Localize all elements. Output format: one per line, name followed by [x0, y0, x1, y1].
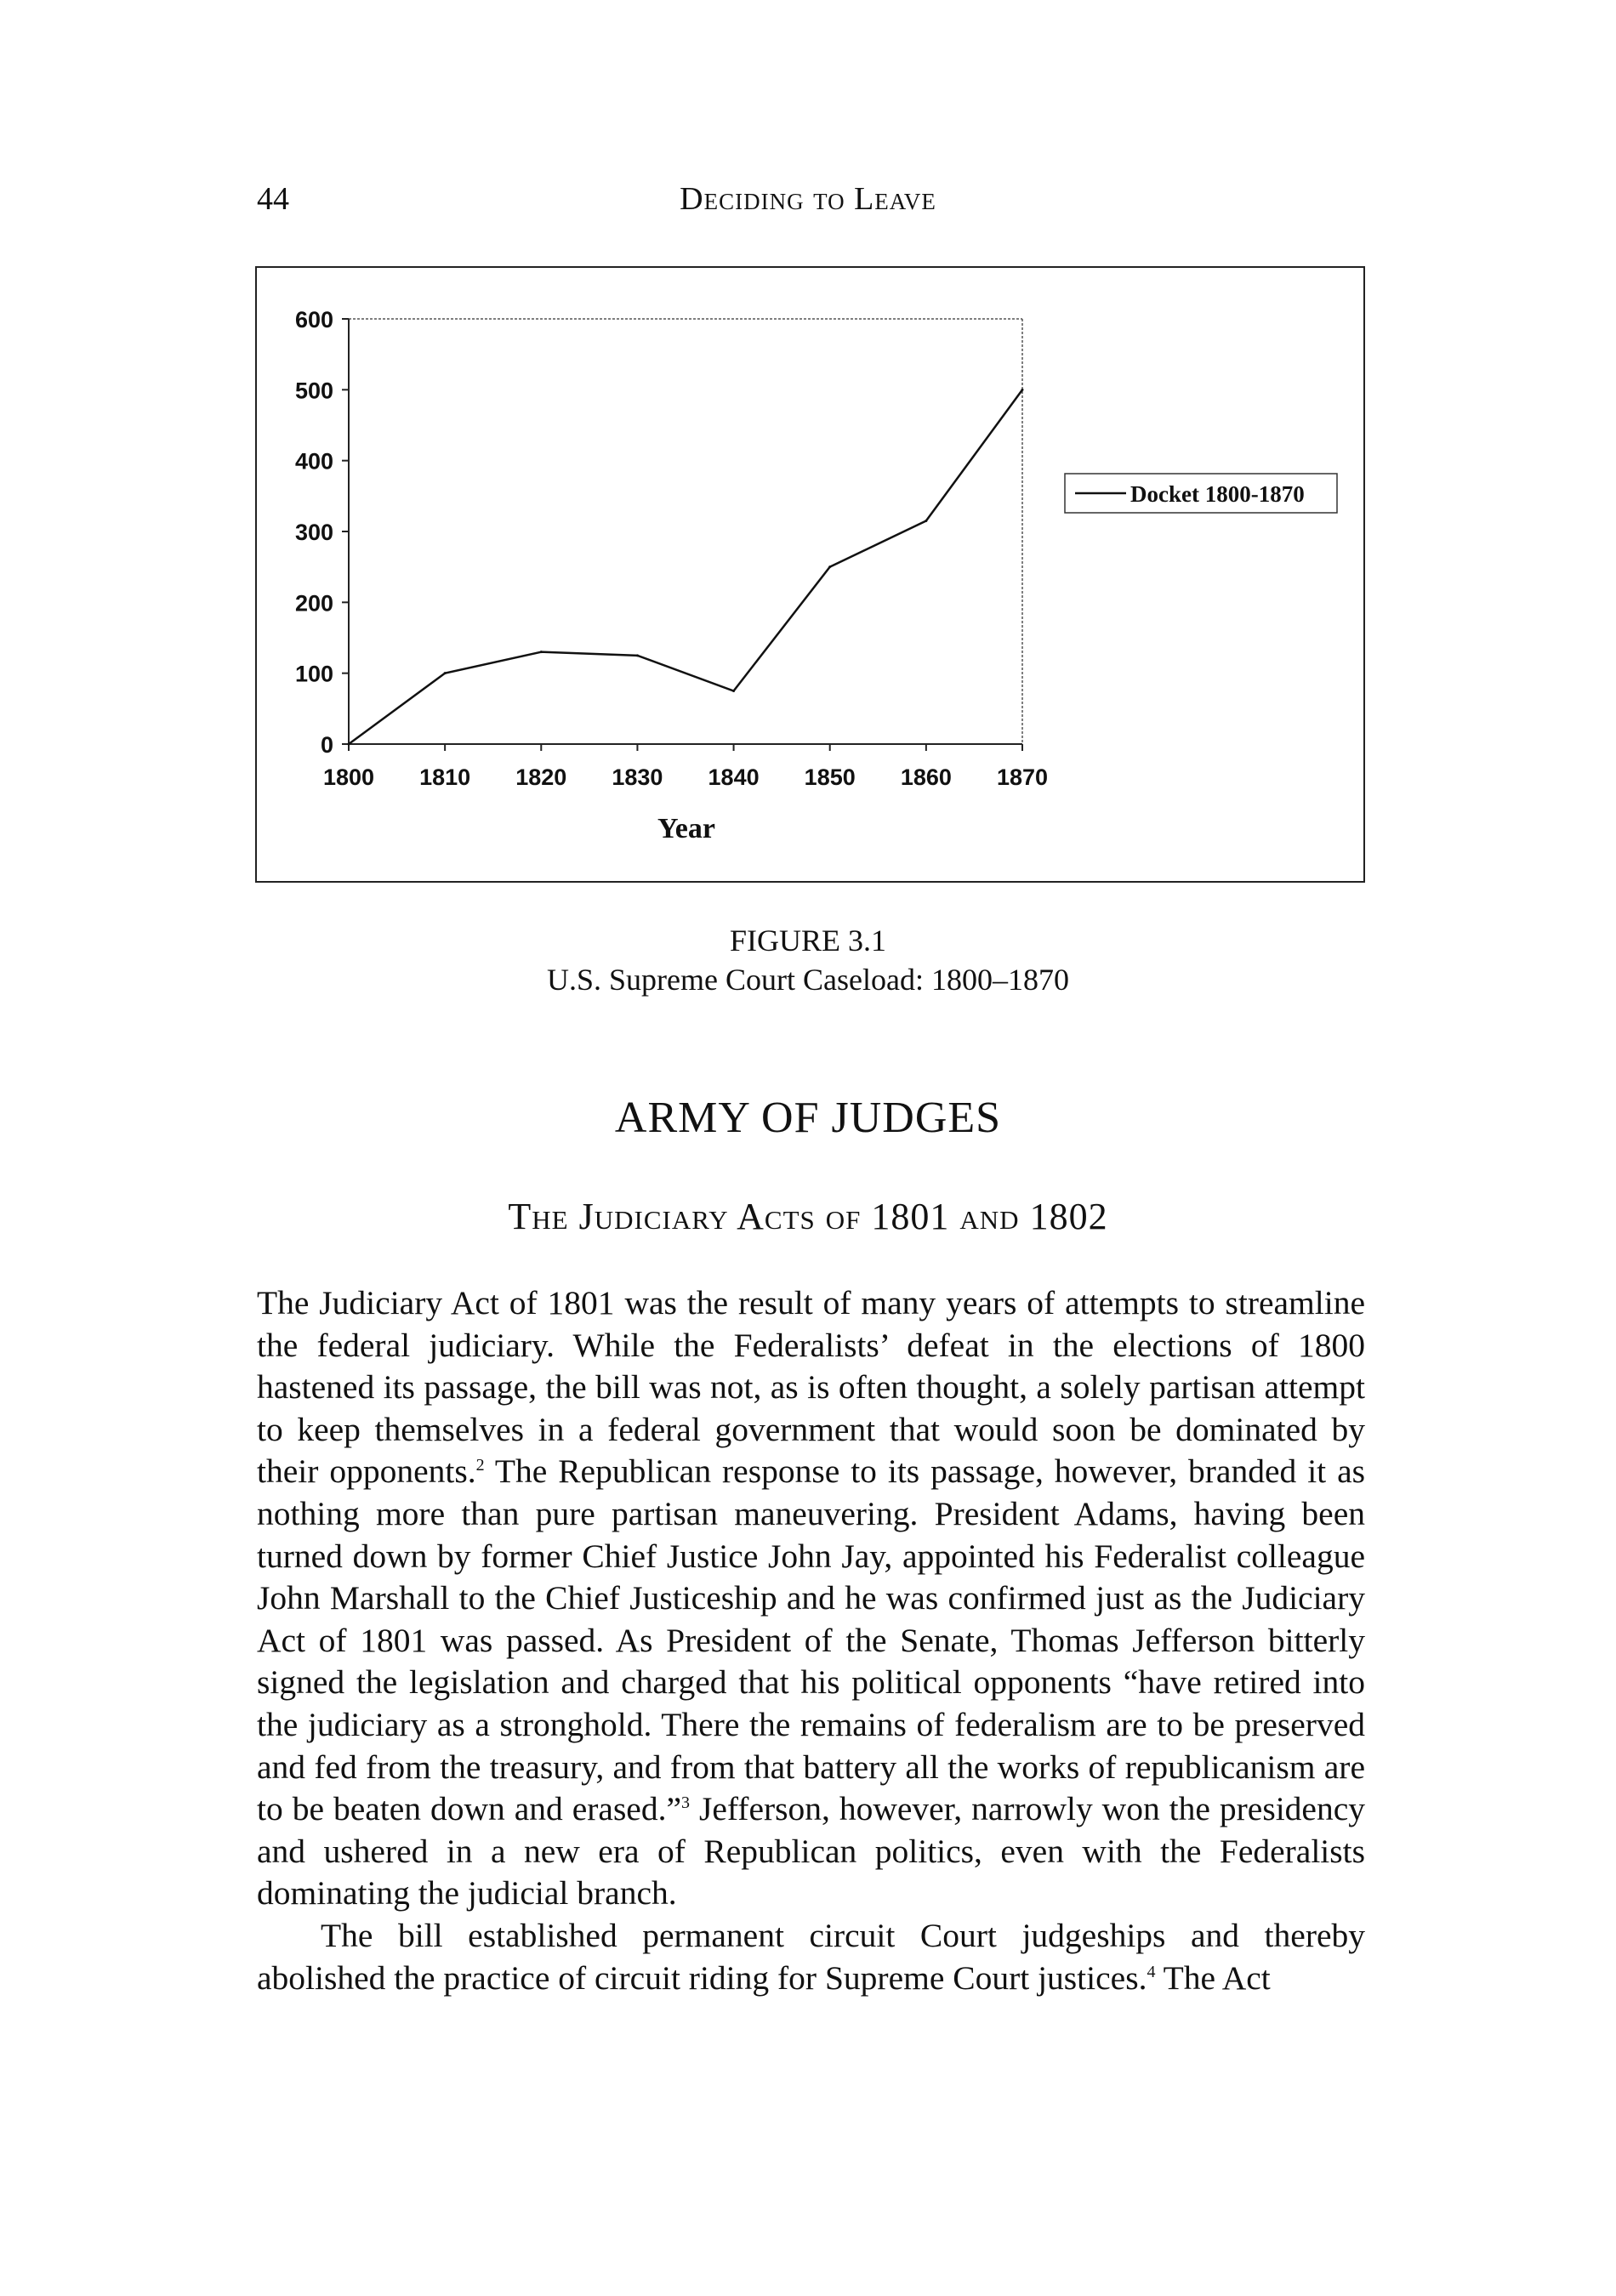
y-tick-label: 200 [294, 590, 333, 617]
footnote-ref-3: 3 [681, 1793, 690, 1812]
y-tick-label: 400 [294, 448, 333, 475]
x-tick-label: 1820 [515, 764, 567, 790]
footnote-ref-2: 2 [475, 1456, 485, 1475]
paragraph-2-part-b: The Act [1155, 1958, 1271, 1997]
page-number: 44 [257, 181, 289, 217]
data-point [444, 672, 447, 674]
data-point [732, 690, 735, 692]
figure-label: FIGURE 3.1 [729, 924, 886, 958]
paragraph-1-part-a: The Judiciary Act of 1801 was the result of many years of attempts to streamline the federal judiciary. While the Federalists’ defeat in the elections of 1800 hastened its passage, the bill was not, as is often thought, a solely partisan attempt to keep themselves in a federal government that would soon be dominated by their opponents. [257, 1284, 1365, 1491]
y-tick-label: 300 [294, 520, 333, 545]
paragraph-1-part-c: Jefferson, however, narrowly won the presidency and ushered in a new era of Republican politics, even with the Federalists dominating the judicial branch. [257, 1790, 1365, 1912]
line-chart [257, 268, 1363, 881]
x-tick-label: 1810 [419, 764, 471, 790]
section-title: ARMY OF JUDGES [614, 1094, 1002, 1142]
footnote-ref-4: 4 [1147, 1962, 1156, 1981]
y-tick-label: 600 [294, 307, 333, 332]
paragraph-1 [257, 1282, 1365, 1915]
x-tick-label: 1800 [322, 764, 375, 790]
x-tick-label: 1870 [996, 764, 1049, 790]
paragraph-2 [257, 1915, 1365, 1999]
data-point [636, 654, 639, 656]
y-tick-label: 0 [320, 732, 333, 758]
section-subtitle: The Judiciary Acts of 1801 and 1802 [508, 1196, 1108, 1237]
x-tick-label: 1860 [900, 764, 952, 790]
paragraph-1-part-b: The Republican response to its passage, however, branded it as nothing more than pure partisan maneuvering. President Adams, having been turned down by former Chief Justice John Jay, appointed his Federalist colleague John Marshall to the Chief Justiceship and he was confirmed just as the Judiciary Act of 1801 was passed. As President of the Senate, Thomas Jefferson bitterly signed the legislation and charged that his political opponents “have retired into the judiciary as a stronghold. There the remains of federalism are to be preserved and fed from the treasury, and from that battery all the works of republicanism are to be beaten down and erased.” [257, 1452, 1365, 1828]
y-tick-label: 100 [294, 661, 333, 687]
figure-frame [255, 266, 1365, 883]
legend-label: Docket 1800-1870 [1130, 481, 1305, 507]
figure-caption: U.S. Supreme Court Caseload: 1800–1870 [547, 963, 1069, 997]
data-point [1021, 389, 1024, 391]
data-point [828, 565, 831, 568]
x-tick-label: 1850 [804, 764, 856, 790]
data-point [540, 651, 543, 653]
running-head: Deciding to Leave [680, 181, 936, 217]
series-line [349, 389, 1022, 744]
body-text [257, 1282, 1365, 1999]
x-tick-label: 1830 [612, 764, 663, 790]
x-axis-label: Year [657, 813, 715, 844]
data-point [925, 520, 927, 522]
y-tick-label: 500 [294, 378, 333, 404]
x-tick-label: 1840 [708, 764, 760, 790]
data-point [348, 743, 350, 746]
paragraph-2-part-a: The bill established permanent circuit Court judgeships and thereby abolished the practice of circuit riding for Supreme Court justices. [257, 1916, 1365, 1997]
